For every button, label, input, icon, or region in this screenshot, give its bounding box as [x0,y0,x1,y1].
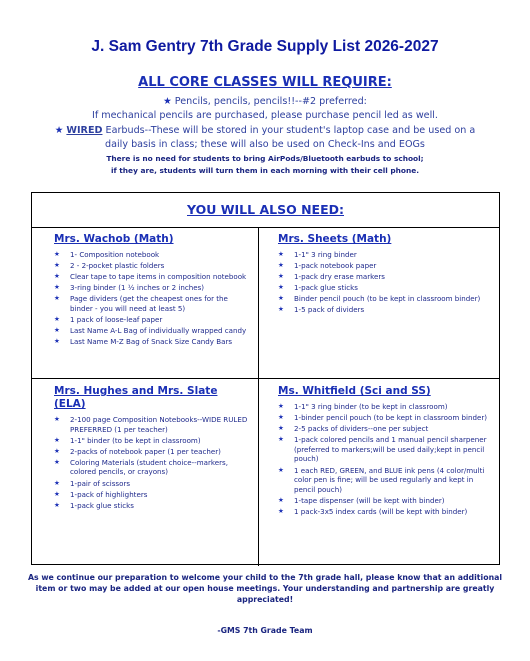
list-item: ★ 1-pack glue sticks [54,501,252,511]
list-item: ★ Binder pencil pouch (to be kept in classroom binder) [278,294,490,304]
earbuds-requirement [10,124,520,137]
list-item: ★ 1 pack of loose-leaf paper [54,315,252,325]
star-icon: ★ [163,96,172,107]
list-item: ★ 1-1" 3 ring binder (to be kept in classroom) [278,402,492,412]
list-item: ★ 1-pack glue sticks [278,283,490,293]
supply-list [54,415,252,510]
teacher-heading: Ms. Whitfield (Sci and SS) [278,385,431,397]
closing-note: As we continue our preparation to welcome your child to the 7th grade hall, please know that an additional item or two may be added at our open house meetings. Your understanding and partnership are greatly appreciated! [27,573,503,604]
pencils-text: Pencils, pencils, pencils!!--#2 preferred: [174,96,367,107]
also-need-heading: YOU WILL ALSO NEED: [32,193,499,228]
list-item: ★ 1-pack dry erase markers [278,272,490,282]
core-classes-heading: ALL CORE CLASSES WILL REQUIRE: [138,75,392,90]
list-item: ★ 1-pair of scissors [54,479,252,489]
supply-list [278,250,490,315]
wired-label: WIRED [66,125,103,136]
hughes-slate-ela-section [54,385,252,512]
pencils-requirement [10,95,520,108]
list-item: ★ 1- Composition notebook [54,250,252,260]
supply-table [31,192,500,565]
list-item: ★ Last Name M-Z Bag of Snack Size Candy Bars [54,337,252,347]
list-item: ★ 1 each RED, GREEN, and BLUE ink pens (4 color/multi color pen is fine; will be used regularly and kept in pencil pouch) [278,466,492,495]
list-item: ★ 1-pack of highlighters [54,490,252,500]
list-item: ★ 1-5 pack of dividers [278,305,490,315]
list-item: ★ 2-100 page Composition Notebooks--WIDE RULED PREFERRED (1 per teacher) [54,415,252,434]
list-item: ★ 2-packs of notebook paper (1 per teacher) [54,447,252,457]
wachob-math-section [54,233,252,348]
list-item: ★ Page dividers (get the cheapest ones for the binder - you will need at least 5) [54,294,252,313]
supply-list [54,250,252,347]
list-item: ★ 3-ring binder (1 ½ inches or 2 inches) [54,283,252,293]
signature: -GMS 7th Grade Team [217,626,313,635]
list-item: ★ 1 pack-3x5 index cards (will be kept with binder) [278,507,492,517]
teacher-heading: Mrs. Wachob (Math) [54,233,174,245]
list-item: ★ Coloring Materials (student choice--markers, colored pencils, or crayons) [54,458,252,477]
whitfield-sci-ss-section [278,385,492,518]
column-divider [258,227,259,566]
supply-list [278,402,492,517]
sheets-math-section [278,233,490,317]
list-item: ★ 2 - 2-pocket plastic folders [54,261,252,271]
teacher-heading: Mrs. Hughes and Mrs. Slate (ELA) [54,385,218,410]
page-title: J. Sam Gentry 7th Grade Supply List 2026-2027 [91,38,439,55]
list-item: ★ 1-pack colored pencils and 1 manual pencil sharpener (preferred to markers;will be used daily;kept in pencil pouch) [278,435,492,464]
earbuds-note-line-2: if they are, students will turn them in each morning with their cell phone. [110,166,420,175]
list-item: ★ 1-pack notebook paper [278,261,490,271]
list-item: ★ 1-1" 3 ring binder [278,250,490,260]
list-item: ★ 1-1" binder (to be kept in classroom) [54,436,252,446]
earbuds-note-line-1: There is no need for students to bring AirPods/Bluetooth earbuds to school; [106,154,424,163]
mechanical-pencils-text: If mechanical pencils are purchased, please purchase pencil led as well. [92,110,438,121]
list-item: ★ Last Name A-L Bag of individually wrapped candy [54,326,252,336]
teacher-heading: Mrs. Sheets (Math) [278,233,392,245]
list-item: ★ 2-5 packs of dividers--one per subject [278,424,492,434]
earbuds-text-continued: daily basis in class; these will also be used on Check-Ins and EOGs [105,139,425,150]
list-item: ★ Clear tape to tape items in composition notebook [54,272,252,282]
list-item: ★ 1-tape dispenser (will be kept with binder) [278,496,492,506]
earbuds-text: Earbuds--These will be stored in your student's laptop case and be used on a [102,125,476,136]
star-icon: ★ [54,125,64,136]
list-item: ★ 1-binder pencil pouch (to be kept in classroom binder) [278,413,492,423]
row-divider [32,378,499,379]
